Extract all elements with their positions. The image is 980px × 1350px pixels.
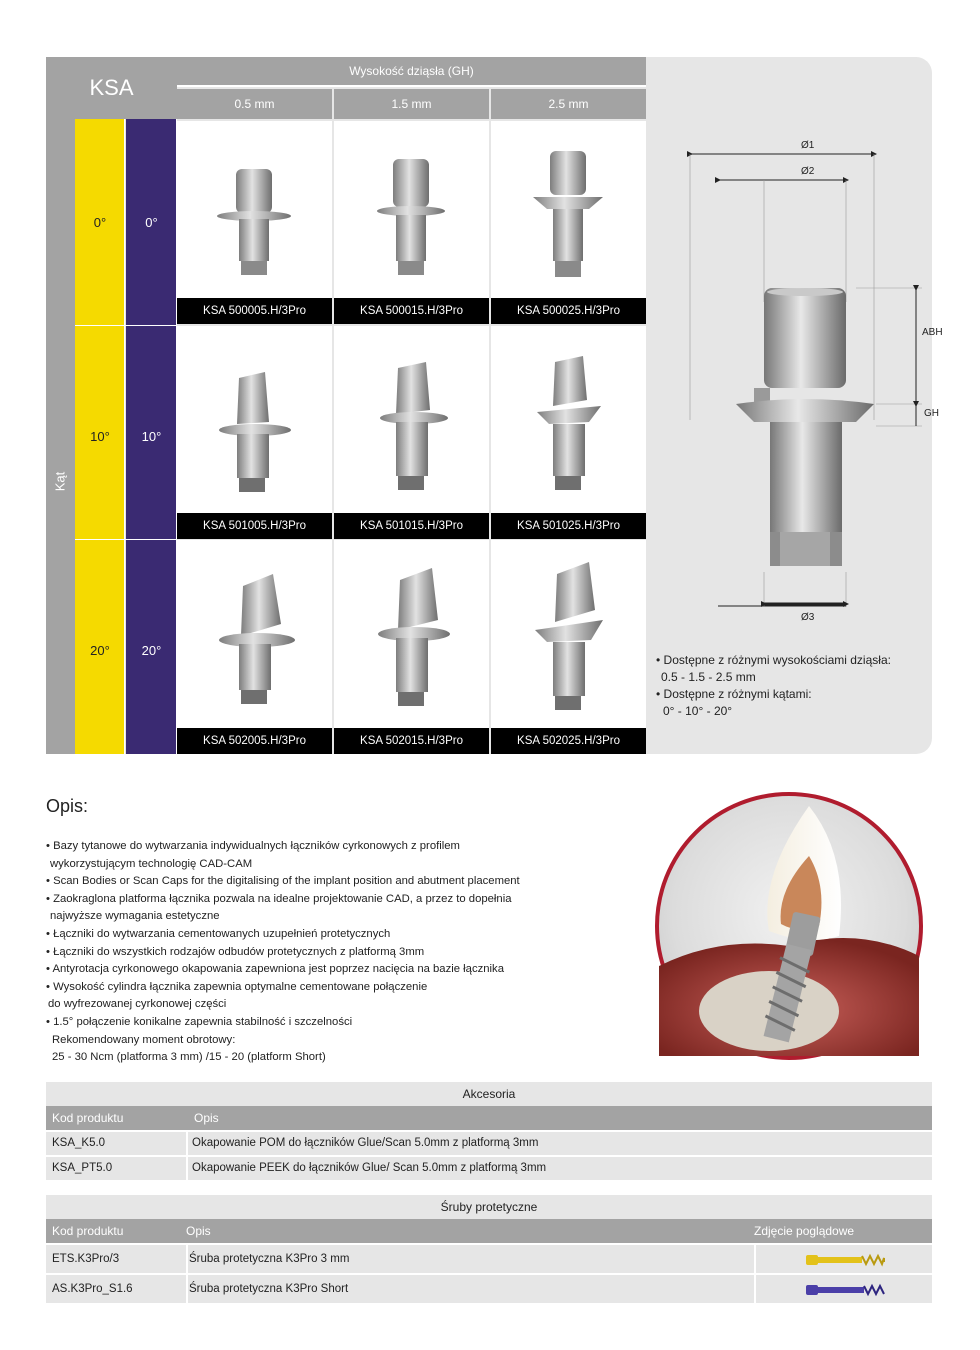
accessories-header (46, 1106, 932, 1130)
description-line: do wyfrezowanej cyrkonowej części (48, 998, 227, 1011)
description-cell: Okapowanie PEEK do łączników Glue/ Scan 5.0mm z platformą 3mm (192, 1162, 547, 1174)
screw-blue-icon (806, 1283, 886, 1297)
description-line: • Zaokraglona platforma łącznika pozwala na idealne projektowanie CAD, a przez to dopełnia (46, 892, 512, 905)
angle-yellow-10: 10° (90, 429, 110, 444)
description-line: • Wysokość cylindra łącznika zapewnia optymalne cementowane połączenie (46, 980, 428, 993)
abutment-dimension-drawing (666, 132, 906, 582)
table-row[interactable] (46, 1243, 932, 1273)
product-code: KSA 501015.H/3Pro (334, 513, 489, 539)
description-line: • Antyrotacja cyrkonowego okapowania zapewniona jest poprzez nacięcia na bazie łącznika (46, 963, 504, 976)
implant-illustration (655, 792, 923, 1060)
description-line: • Scan Bodies or Scan Caps for the digitalising of the implant position and abutment placement (46, 875, 520, 888)
row-divider (75, 325, 177, 326)
dimension-diagram (666, 132, 943, 623)
angle-yellow-0: 0° (93, 215, 107, 230)
description-line: 25 - 30 Ncm (platforma 3 mm) /15 - 20 (platform Short) (52, 1051, 326, 1064)
description-cell: Śruba protetyczna K3Pro 3 mm (189, 1253, 350, 1265)
header-description: Opis (194, 1111, 219, 1125)
product-code-cell: ETS.K3Pro/3 (52, 1253, 120, 1265)
straight-abutment-image (177, 121, 332, 298)
angle-yellow-20: 20° (90, 643, 110, 658)
ksa-title: KSA (46, 57, 177, 119)
product-code: KSA 502025.H/3Pro (491, 728, 646, 754)
description-line: • 1.5° połączenie konikalne zapewnia stabilność i szczelności (46, 1015, 353, 1028)
product-code: KSA 500015.H/3Pro (334, 298, 489, 324)
angled-abutment-image (491, 326, 646, 513)
header-product-code: Kod produktu (52, 1224, 124, 1238)
header-preview: Zdjęcie poglądowe (754, 1224, 855, 1238)
availability-line: • Dostępne z różnymi wysokościami dziąsła: (656, 653, 891, 667)
table-row[interactable] (46, 1130, 932, 1155)
gingival-height-header: Wysokość dziąsła (GH) (177, 57, 646, 87)
product-cell[interactable] (491, 540, 646, 754)
angle-side-column (46, 119, 75, 754)
implant-crown-image (659, 796, 919, 1056)
accessories-title-text: Akcesoria (462, 1087, 516, 1101)
screws-table (46, 1195, 932, 1303)
product-code: KSA 502005.H/3Pro (177, 728, 332, 754)
description-title: Opis: (46, 796, 89, 816)
abh-label: ABH (922, 327, 943, 338)
description-line: • Łączniki do wszystkich rodzajów odbudów protetycznych z platformą 3mm (46, 945, 425, 958)
product-cell[interactable] (177, 326, 332, 539)
product-code: KSA 501025.H/3Pro (491, 513, 646, 539)
straight-abutment-image (491, 121, 646, 298)
table-row[interactable] (46, 1273, 932, 1303)
product-code: KSA 502015.H/3Pro (334, 728, 489, 754)
table-row[interactable] (46, 1155, 932, 1180)
product-code: KSA 500005.H/3Pro (177, 298, 332, 324)
angled-abutment-image (177, 326, 332, 513)
availability-line: 0° - 10° - 20° (663, 704, 733, 718)
description-line: • Łączniki do wytwarzania cementowanych uzupełnień protetycznych (46, 927, 391, 940)
product-cell[interactable] (334, 540, 489, 754)
gh-label: GH (924, 408, 939, 419)
product-code: KSA 501005.H/3Pro (177, 513, 332, 539)
gh-column-2-5: 2.5 mm (491, 89, 646, 119)
screws-header (46, 1219, 932, 1243)
availability-line: 0.5 - 1.5 - 2.5 mm (661, 670, 756, 684)
angle-label: Kąt (52, 471, 68, 492)
product-code-cell: KSA_PT5.0 (52, 1162, 113, 1174)
angle-blue-10: 10° (141, 429, 162, 444)
product-cell[interactable] (491, 121, 646, 324)
product-cell[interactable] (334, 326, 489, 539)
diameter-1-label: Ø1 (801, 140, 815, 151)
product-code: KSA 500025.H/3Pro (491, 298, 646, 324)
accessories-title (46, 1082, 932, 1106)
product-code-cell: KSA_K5.0 (52, 1137, 106, 1149)
ksa-product-panel (46, 57, 943, 754)
angled-abutment-image (177, 540, 332, 728)
screws-title (46, 1195, 932, 1219)
angled-abutment-image (491, 540, 646, 728)
description-cell: Śruba protetyczna K3Pro Short (189, 1283, 349, 1295)
availability-notes (656, 652, 891, 720)
diameter-2-label: Ø2 (801, 166, 815, 177)
product-cell[interactable] (177, 121, 332, 324)
row-divider (75, 539, 177, 540)
header-description: Opis (186, 1224, 211, 1238)
product-cell[interactable] (334, 121, 489, 324)
diameter-3-label: Ø3 (801, 612, 815, 623)
description-list (46, 838, 606, 1067)
screw-gold-icon (806, 1253, 886, 1267)
accessories-table (46, 1082, 932, 1180)
angled-abutment-image (334, 326, 489, 513)
description-line: • Bazy tytanowe do wytwarzania indywidualnych łączników cyrkonowych z profilem (46, 840, 460, 852)
availability-line: • Dostępne z różnymi kątami: (656, 687, 812, 701)
straight-abutment-image (334, 121, 489, 298)
product-cell[interactable] (491, 326, 646, 539)
product-code-cell: AS.K3Pro_S1.6 (52, 1283, 133, 1295)
description-line: najwyższe wymagania estetyczne (50, 910, 220, 923)
product-cell[interactable] (177, 540, 332, 754)
gh-column-0-5: 0.5 mm (177, 89, 332, 119)
screws-title-text: Śruby protetyczne (440, 1200, 538, 1214)
description-cell: Okapowanie POM do łączników Glue/Scan 5.0mm z platformą 3mm (192, 1137, 539, 1149)
header-product-code: Kod produktu (52, 1111, 124, 1125)
angled-abutment-image (334, 540, 489, 728)
gh-column-1-5: 1.5 mm (334, 89, 489, 119)
description-line: wykorzystującym technologię CAD-CAM (50, 857, 253, 870)
angle-blue-0: 0° (145, 215, 158, 230)
description-line: Rekomendowany moment obrotowy: (52, 1033, 236, 1046)
angle-blue-20: 20° (141, 643, 162, 658)
